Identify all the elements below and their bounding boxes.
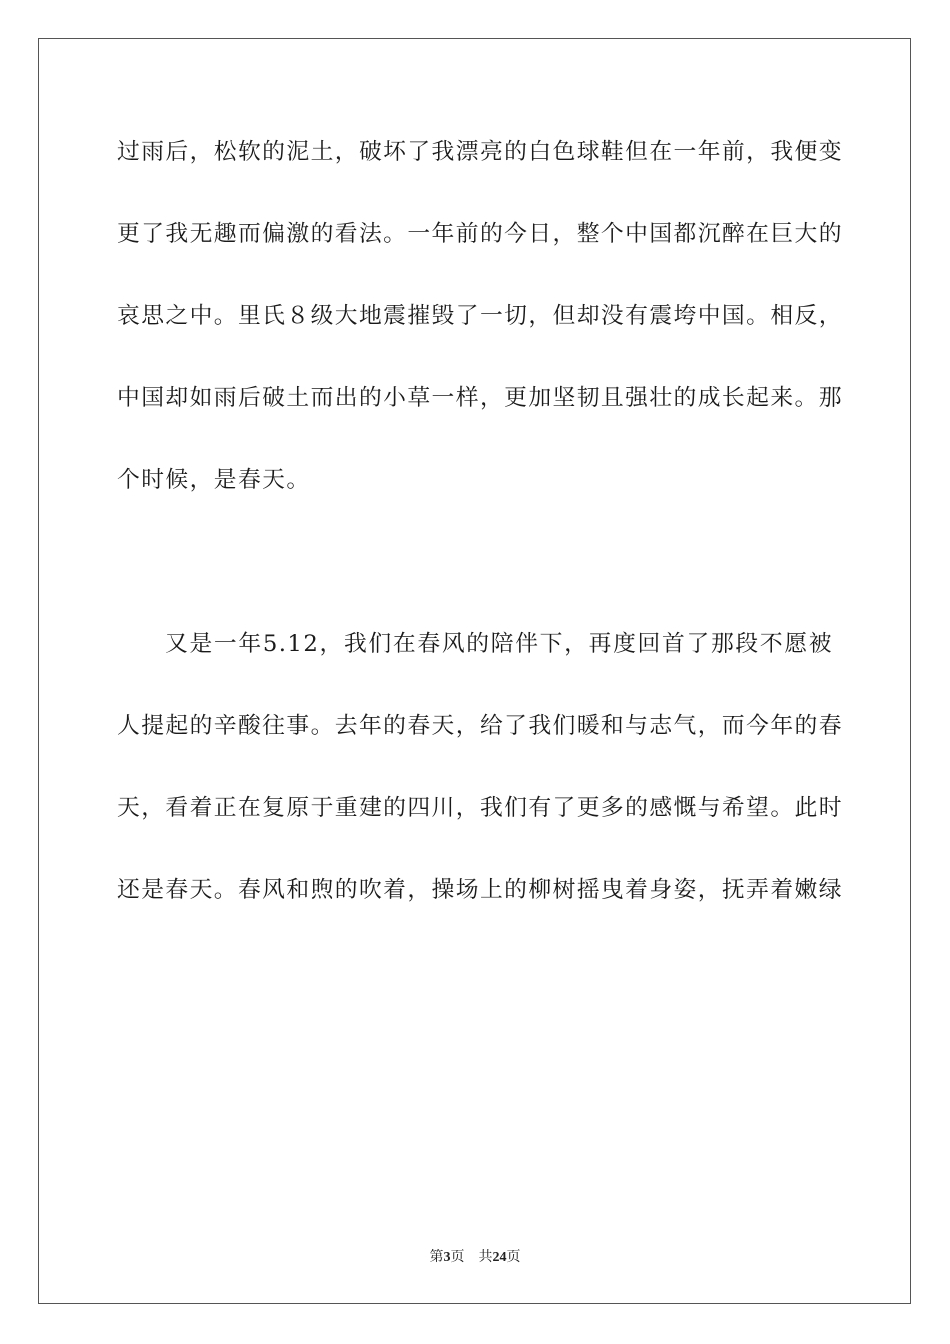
text-line: 个时候，是春天。 (117, 467, 311, 493)
page-suffix: 页 (450, 1250, 465, 1265)
document-body (117, 124, 843, 944)
text-line: 又是一年5.12，我们在春风的陪伴下，再度回首了那段不愿被 (165, 631, 833, 657)
text-line: 中国却如雨后破土而出的小草一样，更加坚韧且强壮的成长起来。那 (117, 385, 843, 411)
page-number: 3 (443, 1250, 451, 1265)
page-prefix: 第 (429, 1250, 444, 1265)
text-line: 哀思之中。里氏８级大地震摧毁了一切，但却没有震垮中国。相反， (117, 303, 843, 329)
text-line: 过雨后，松软的泥土，破坏了我漂亮的白色球鞋但在一年前，我便变 (117, 139, 843, 165)
page-footer (0, 1246, 950, 1266)
text-line: 人提起的辛酸往事。去年的春天，给了我们暖和与志气，而今年的春 (117, 713, 843, 739)
text-line: 还是春天。春风和煦的吹着，操场上的柳树摇曳着身姿，抚弄着嫩绿 (117, 877, 843, 903)
text-line: 天，看着正在复原于重建的四川，我们有了更多的感慨与希望。此时 (117, 795, 843, 821)
total-suffix: 页 (506, 1250, 521, 1265)
paragraph-gap (117, 534, 833, 616)
total-prefix: 共 (478, 1250, 493, 1265)
total-pages: 24 (492, 1250, 507, 1265)
text-line: 更了我无趣而偏激的看法。一年前的今日，整个中国都沉醉在巨大的 (117, 221, 843, 247)
